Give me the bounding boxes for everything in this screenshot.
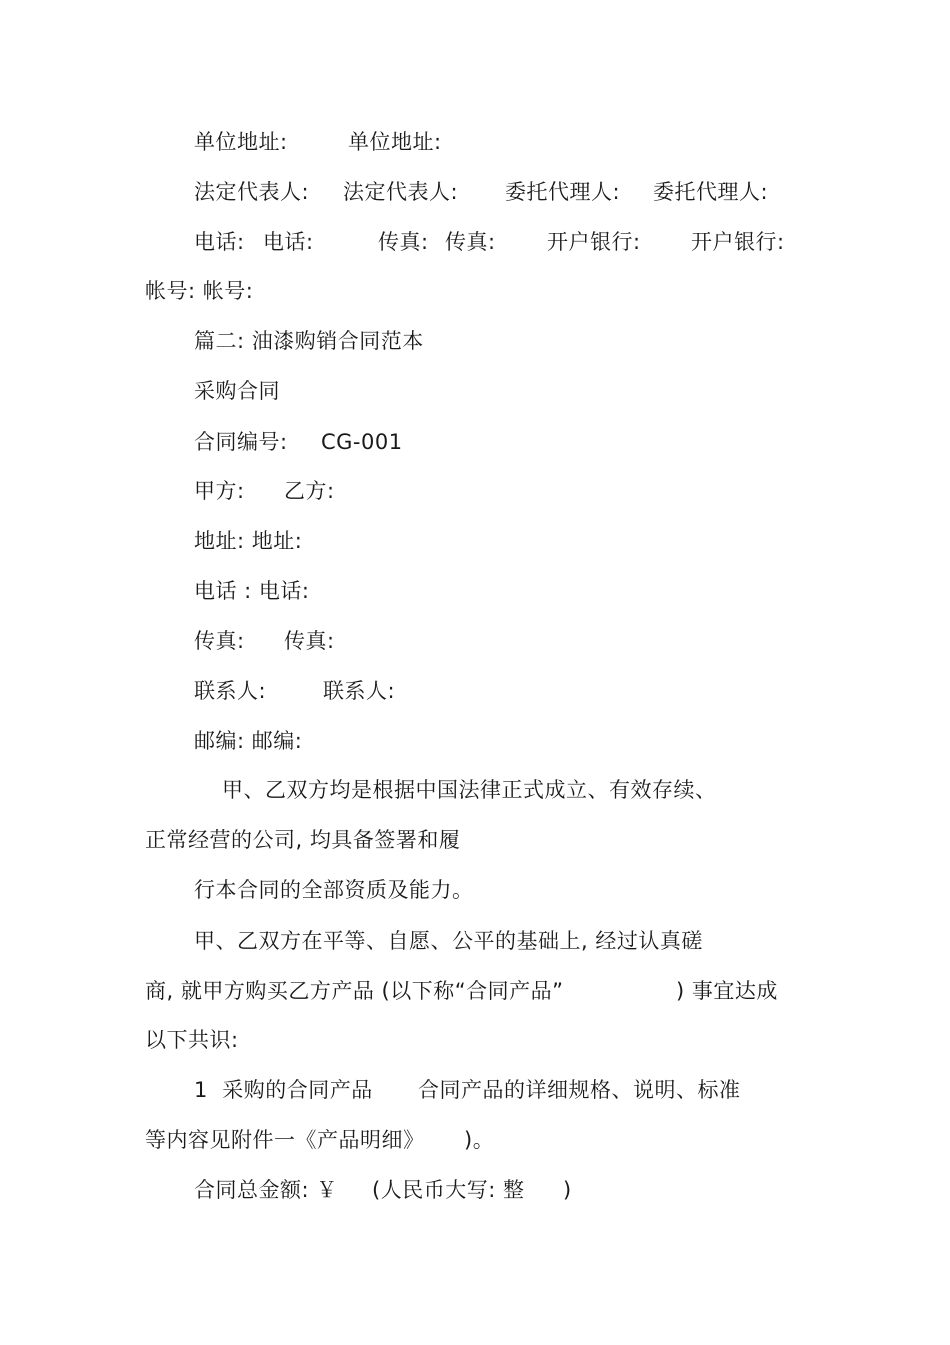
phone-labels: 电话 : 电话: <box>194 579 310 603</box>
paragraph-2-line-2-a: 商, 就甲方购买乙方产品 (以下称“合同产品” <box>145 979 564 1003</box>
clause-1-text: 合同产品的详细规格、说明、标准 <box>418 1078 741 1102</box>
legal-rep-label-a: 法定代表人: <box>194 180 310 204</box>
fax-label-b: 传真: <box>445 230 496 254</box>
fax-label-2: 传真: <box>284 629 335 653</box>
section-heading: 篇二: 油漆购销合同范本 <box>194 329 424 353</box>
phone-label-a: 电话: <box>194 230 245 254</box>
agent-label-a: 委托代理人: <box>505 180 621 204</box>
contract-title: 采购合同 <box>194 379 280 403</box>
account-labels: 帐号: 帐号: <box>145 279 254 303</box>
bank-label-a: 开户银行: <box>547 230 641 254</box>
total-amount-label: 合同总金额: ￥ <box>194 1178 338 1202</box>
contract-number-value: CG-001 <box>321 430 403 454</box>
party-b-unit-address-label: 单位地址: <box>348 130 442 154</box>
contact-label-2: 联系人: <box>323 679 396 703</box>
fax-label-a: 传真: <box>378 230 429 254</box>
bank-label-b: 开户银行: <box>691 230 785 254</box>
address-labels: 地址: 地址: <box>194 529 303 553</box>
total-amount-close: ) <box>563 1178 572 1202</box>
clause-1-text-cont: 等内容见附件一《产品明细》 <box>145 1128 425 1152</box>
party-a-unit-address-label: 单位地址: <box>194 130 288 154</box>
contact-label-1: 联系人: <box>194 679 267 703</box>
paragraph-1-line-1: 甲、乙双方均是根据中国法律正式成立、有效存续、 <box>222 778 717 802</box>
paragraph-1-line-2: 正常经营的公司, 均具备签署和履 <box>145 828 461 852</box>
clause-1-title: 1 采购的合同产品 <box>194 1078 373 1102</box>
paragraph-2-line-3: 以下共识: <box>145 1028 239 1052</box>
contract-number-label: 合同编号: <box>194 430 288 454</box>
postcode-labels: 邮编: 邮编: <box>194 729 303 753</box>
fax-label-1: 传真: <box>194 629 245 653</box>
clause-1-text-end: )。 <box>464 1128 495 1152</box>
party-a-label: 甲方: <box>194 479 245 503</box>
paragraph-1-line-3: 行本合同的全部资质及能力。 <box>194 878 474 902</box>
party-b-label: 乙方: <box>284 479 335 503</box>
total-amount-words: (人民币大写: 整 <box>372 1178 525 1202</box>
paragraph-2-line-1: 甲、乙双方在平等、自愿、公平的基础上, 经过认真磋 <box>194 929 703 953</box>
phone-label-b: 电话: <box>263 230 314 254</box>
legal-rep-label-b: 法定代表人: <box>343 180 459 204</box>
agent-label-b: 委托代理人: <box>653 180 769 204</box>
paragraph-2-line-2-b: ) 事宜达成 <box>676 979 778 1003</box>
